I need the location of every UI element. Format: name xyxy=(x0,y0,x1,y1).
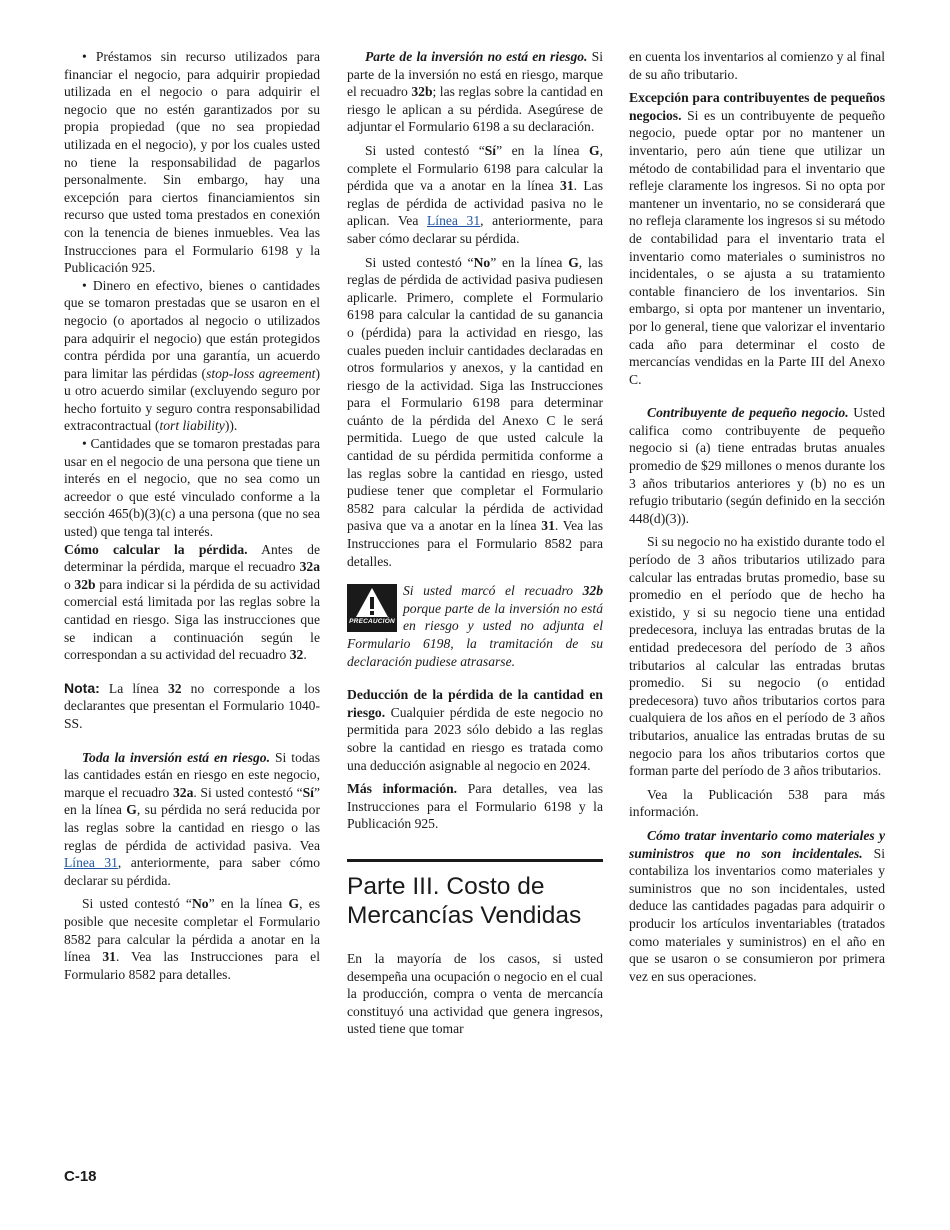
paragraph-more-info: Más información. Para detalles, vea las Instrucciones para el Formulario 6198 y la Publicación 925. xyxy=(347,781,603,832)
column-left xyxy=(64,48,320,989)
bullet-borrowed-amounts: • Cantidades que se tomaron prestadas para usar en el negocio de una persona que tiene un interés en el negocio, que no sea como un acreedor o que esté vinculado conforme a la sección 465(b)(3)(c) a una persona (que no sea usted) que tenga tal interés. xyxy=(64,435,320,541)
caution-box xyxy=(347,582,603,670)
caution-icon xyxy=(347,584,397,632)
heading-more-info: Más información. xyxy=(347,781,458,797)
link-linea-31[interactable]: Línea 31 xyxy=(426,213,481,229)
caution-label: PRECAUCIÓN xyxy=(349,617,395,625)
paragraph-answered-no: Si usted contestó “No” en la línea G, es posible que necesite completar el Formulario 8582 para calcular la pérdida a anotar en la línea 31. Vea las Instrucciones para el Formulario 8582 para detalles. xyxy=(64,896,321,982)
heading-part-not-at-risk: Parte de la inversión no está en riesgo. xyxy=(365,49,588,64)
paragraph-answered-no: Si usted contestó “No” en la línea G, las reglas de pérdida de actividad pasiva pudiesen aplicarle. Primero, complete el Formulario 6198 para calcular la cantidad de su ganancia o (pérdida) para la actividad en riesgo, las cuales pueden incluir cantidades declaradas en otros formularios y anexos, y la cantidad en riesgo de la actividad. Siga las Instrucciones para el Formulario 6198 para determinar cuánto de la pérdida del Anexo C le será permitida. Luego de que usted calcule la cantidad de su pérdida permitida conforme a las reglas sobre la cantidad en riesgo, usted pudiese tener que completar el Formulario 8582 para calcular la pérdida de actividad pasiva que va a anotar en la línea 31. Vea las Instrucciones para el Formulario 8582 para detalles. xyxy=(347,254,604,569)
paragraph-inventory-treatment: Cómo tratar inventario como materiales y suministros que no son incidentales. Si contabiliza los inventarios como materiales y suministros que no son incidentales, usted deduce las cantidades pagadas para adquirir o producir los artículos inventariables (tratados como materiales y suministros) en el año en que se usaron o se consumieron por primera vez en sus operaciones. xyxy=(629,827,885,984)
link-linea-31[interactable]: Línea 31 xyxy=(64,855,118,871)
part-iii-heading: Parte III. Costo de Mercancías Vendidas xyxy=(347,872,582,929)
paragraph-continued: en cuenta los inventarios al comienzo y al final de su año tributario. xyxy=(629,49,885,82)
caution-text: Si usted marcó el recuadro 32b porque parte de la inversión no está en riesgo y usted no adjunta el Formulario 6198, la tramitación de su declaración pudiese atrasarse. xyxy=(347,583,603,669)
bullet-nonrecourse-loans: • Préstamos sin recurso utilizados para financiar el negocio, para adquirir propiedad utilizada en el negocio o para adquirir el negocio que no estén garantizados por su propia propiedad (que no sea propiedad utilizada en el negocio), y por los cuales usted no tiene la responsabilidad de pagarlos personalmente. Sin embargo, hay una excepción para ciertos financiamientos sin recurso que usted toma prestados en conexión con la tenencia de bienes inmuebles. Vea las Instrucciones para el Formulario 6198 y la Publicación 925. xyxy=(64,48,320,277)
paragraph-small-business-exception: Excepción para contribuyentes de pequeños negocios. Si es un contribuyente de pequeño negocio, puede optar por no mantener un inventario, pero aún tiene que utilizar un método de contabilidad para el inventario que refleje claramente los ingresos. Si no opta por mantener un inventario, no se considerará que no refleja claramente los ingresos si su método de contabilidad para el inventario trata el inventario como materiales o suministros no incidentales, o se ajusta a su tratamiento contable financiero de los inventarios. Sin embargo, si opta por mantener un inventario, por lo general, tiene que valorizar el inventario cada año para determinar el costo de mercancías vendidas en la Parte III del Anexo C. xyxy=(629,90,885,387)
heading-small-business-taxpayer: Contribuyente de pequeño negocio. xyxy=(647,405,849,421)
heading-calculate-loss: Cómo calcular la pérdida. xyxy=(64,541,248,557)
section-divider xyxy=(347,859,603,862)
paragraph-publication-538: Vea la Publicación 538 para más información. xyxy=(629,786,885,820)
paragraph-all-at-risk: Toda la inversión está en riesgo. Si todas las cantidades están en riesgo en este negocio, marque el recuadro 32a. Si usted contestó “Sí” en la línea G, su pérdida no será reducida por las reglas sobre la cantidad en riesgo o las reglas de pérdida de actividad pasiva. Vea Línea 31, anteriormente, para saber cómo declarar su pérdida. xyxy=(64,749,321,888)
paragraph-part-not-at-risk: Parte de la inversión no está en riesgo. Si parte de la inversión no está en riesgo, marque el recuadro 32b; las reglas sobre la cantidad en riesgo le aplican a su pérdida. Asegúrese de adjuntar el Formulario 6198 a su declaración. xyxy=(347,49,603,135)
heading-at-risk-deduction: Deducción de la pérdida de la cantidad en riesgo. xyxy=(347,687,603,720)
heading-all-at-risk: Toda la inversión está en riesgo. xyxy=(82,749,270,765)
paragraph-small-business-taxpayer: Contribuyente de pequeño negocio. Usted califica como contribuyente de pequeño negocio si (a) tiene entradas brutas anuales promedio de $29 millones o menos durante los 3 años tributarios anteriores y (b) no es un refugio tributario (según definido en la sección 448(d)(3)). xyxy=(629,405,885,526)
heading-inventory-treatment: Cómo tratar inventario como materiales y suministros que no son incidentales. xyxy=(629,827,885,861)
paragraph-answered-yes: Si usted contestó “Sí” en la línea G, complete el Formulario 6198 para calcular la pérdida que va a anotar en la línea 31. Las reglas de pérdida de actividad pasiva no le aplican. Vea Línea 31, anteriormente, para saber cómo declarar su pérdida. xyxy=(347,142,604,246)
column-middle xyxy=(347,48,603,1044)
column-right xyxy=(629,48,885,991)
paragraph-at-risk-deduction: Deducción de la pérdida de la cantidad en riesgo. Cualquier pérdida de este negocio no permitida para 2023 sólo debido a las reglas sobre la cantidad en riesgo es tratada como una deducción asignable al negocio en 2024. xyxy=(347,687,603,773)
paragraph-part-iii-intro: En la mayoría de los casos, si usted desempeña una ocupación o negocio en el cual la producción, compra o venta de mercancía constituyó una actividad que genera ingresos, usted tiene que tomar xyxy=(347,950,603,1037)
paragraph-calculate-loss: Cómo calcular la pérdida. Antes de determinar la pérdida, marque el recuadro 32a o 32b para indicar si la pérdida de su actividad comercial está limitada por las reglas sobre la cantidad en riesgo. Siga las instrucciones que se indican a continuación según le correspondan a su actividad del recuadro 32. xyxy=(64,541,320,663)
note-paragraph: Nota: La línea 32 no corresponde a los declarantes que presentan el Formulario 1040-SS. xyxy=(64,679,321,731)
heading-small-business-exception: Excepción para contribuyentes de pequeños negocios. xyxy=(629,90,885,123)
note-label: Nota: xyxy=(64,679,100,696)
bullet-protected-amounts: • Dinero en efectivo, bienes o cantidades que se tomaron prestadas que se usaron en el negocio (o aportados al negocio o utilizados para adquirir el negocio) que están protegidos contra pérdida por una garantía, un acuerdo para limitar las pérdidas (stop-loss agreement) u otro acuerdo similar (excluyendo seguro por hecho fortuito y seguro contra responsabilidad extracontractual (tort liability)). xyxy=(64,277,320,435)
page-number: C-18 xyxy=(64,1168,97,1185)
paragraph-business-existence: Si su negocio no ha existido durante todo el período de 3 años tributarios utilizado para calcular las entradas brutas promedio, base su promedio en el período que de hecho ha existido, y si su negocio tiene una entidad predecesora, incluya las entradas brutas de la entidad predecesora del período de 3 años tributarios al calcular las entradas brutas promedio. Si su negocio (o entidad predecesora) tuvo años tributarios cortos para cualquiera de los años en el período de 3 años tributarios, anualice las entradas brutas de su negocio para los años tributarios cortos que forman parte del período de 3 años tributarios. xyxy=(629,534,885,779)
